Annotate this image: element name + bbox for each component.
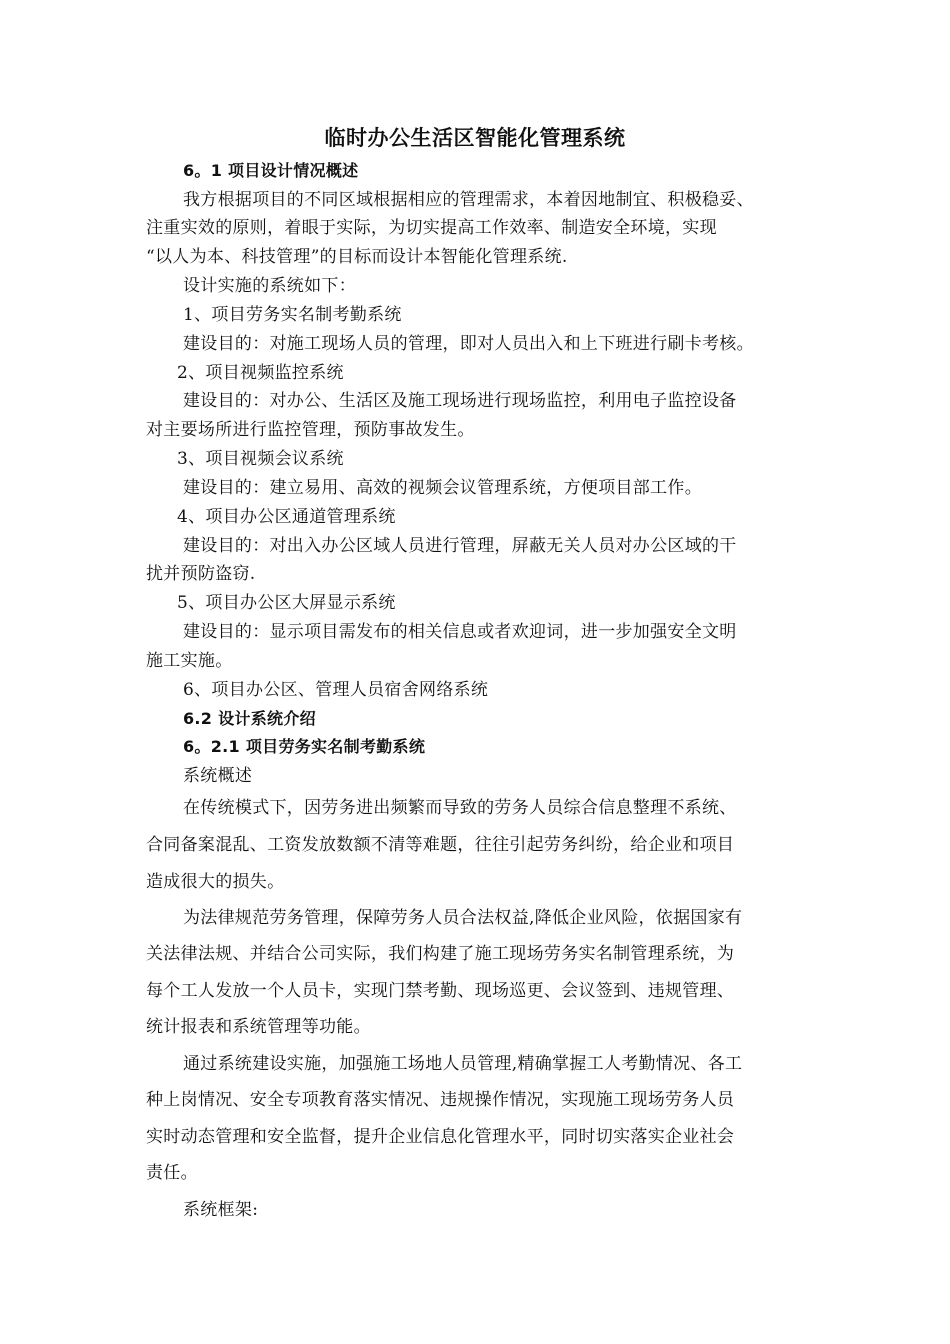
list-item-4: 4、项目办公区通道管理系统 — [177, 507, 396, 527]
paragraph-line: 对主要场所进行监控管理，预防事故发生。 — [146, 420, 475, 440]
paragraph-line: 在传统模式下，因劳务进出频繁而导致的劳务人员综合信息整理不系统、 — [183, 798, 737, 818]
paragraph-line: 统计报表和系统管理等功能。 — [146, 1017, 371, 1037]
section-heading-6-1: 6。1 项目设计情况概述 — [183, 161, 359, 180]
list-item-6: 6、项目办公区、管理人员宿舍网络系统 — [183, 680, 489, 700]
paragraph-line: 造成很大的损失。 — [146, 872, 285, 892]
list-item-3: 3、项目视频会议系统 — [177, 449, 344, 469]
subsection-label: 系统框架: — [183, 1200, 259, 1220]
paragraph-line: 建设目的：对办公、生活区及施工现场进行现场监控，利用电子监控设备 — [183, 391, 737, 411]
paragraph-line: 建设目的：显示项目需发布的相关信息或者欢迎词，进一步加强安全文明 — [183, 622, 737, 642]
paragraph-line: “以人为本、科技管理”的目标而设计本智能化管理系统. — [146, 247, 568, 267]
paragraph-line: 种上岗情况、安全专项教育落实情况、违规操作情况，实现施工现场劳务人员 — [146, 1090, 735, 1110]
paragraph-line: 建设目的：建立易用、高效的视频会议管理系统，方便项目部工作。 — [183, 478, 702, 498]
paragraph-line: 我方根据项目的不同区域根据相应的管理需求，本着因地制宜、积极稳妥、 — [183, 190, 754, 210]
paragraph-line: 通过系统建设实施，加强施工场地人员管理,精确掌握工人考勤情况、各工 — [183, 1054, 743, 1074]
paragraph-line: 每个工人发放一个人员卡，实现门禁考勤、现场巡更、会议签到、违规管理、 — [146, 981, 735, 1001]
paragraph-line: 注重实效的原则，着眼于实际，为切实提高工作效率、制造安全环境，实现 — [146, 218, 717, 238]
paragraph-line: 建设目的：对出入办公区域人员进行管理，屏蔽无关人员对办公区域的干 — [183, 536, 737, 556]
paragraph-line: 实时动态管理和安全监督，提升企业信息化管理水平，同时切实落实企业社会 — [146, 1127, 735, 1147]
list-item-5: 5、项目办公区大屏显示系统 — [177, 593, 396, 613]
paragraph-line: 为法律规范劳务管理，保障劳务人员合法权益,降低企业风险，依据国家有 — [183, 908, 743, 928]
paragraph-line: 设计实施的系统如下： — [183, 276, 356, 296]
document-title: 临时办公生活区智能化管理系统 — [324, 126, 626, 150]
paragraph-line: 合同备案混乱、工资发放数额不清等难题，往往引起劳务纠纷，给企业和项目 — [146, 835, 735, 855]
paragraph-line: 建设目的：对施工现场人员的管理，即对人员出入和上下班进行刷卡考核。 — [183, 334, 754, 354]
paragraph-line: 施工实施。 — [146, 651, 233, 671]
paragraph-line: 关法律法规、并结合公司实际，我们构建了施工现场劳务实名制管理系统，为 — [146, 944, 735, 964]
paragraph-line: 扰并预防盗窃. — [146, 564, 256, 584]
subsection-label: 系统概述 — [183, 766, 253, 786]
section-heading-6-2-1: 6。2.1 项目劳务实名制考勤系统 — [183, 737, 426, 756]
section-heading-6-2: 6.2 设计系统介绍 — [183, 709, 316, 728]
paragraph-line: 责任。 — [146, 1163, 198, 1183]
list-item-1: 1、项目劳务实名制考勤系统 — [183, 305, 402, 325]
list-item-2: 2、项目视频监控系统 — [177, 363, 344, 383]
